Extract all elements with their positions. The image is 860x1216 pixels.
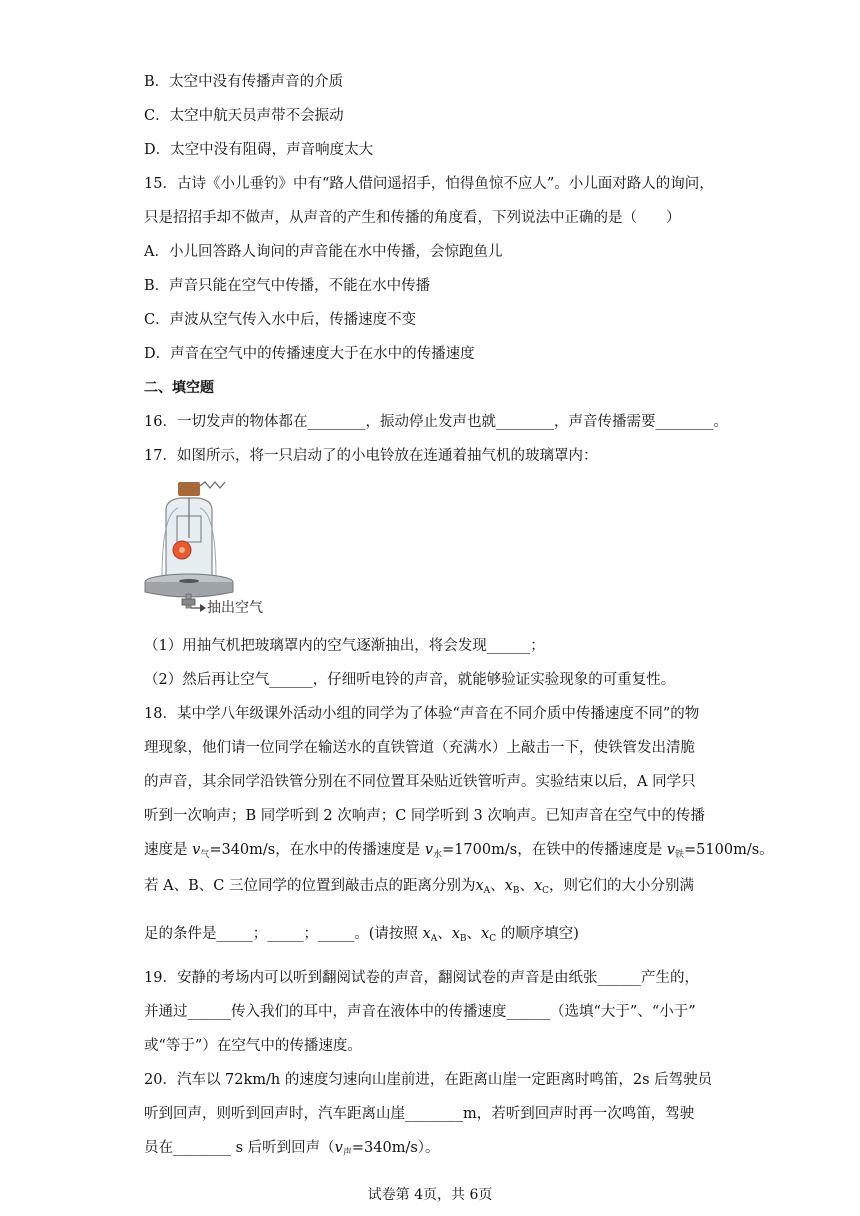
var-x: x — [504, 878, 513, 894]
text: 员在________ s 后听到回声（ — [144, 1140, 335, 1156]
q18-line5 — [144, 840, 774, 865]
q17-stem: 17．如图所示，将一只启动了的小电铃放在连通着抽气机的玻璃罩内： — [144, 448, 598, 464]
text: 若 A、B、C 三位同学的位置到敲击点的距离分别为 — [144, 878, 476, 894]
text: 足的条件是_____；_____；_____。(请按照 — [144, 926, 423, 942]
q18-line7 — [144, 924, 579, 949]
q18-line6 — [144, 876, 694, 901]
sub-sound: 声 — [342, 1148, 352, 1158]
bell-jar-vacuum-figure — [140, 478, 290, 618]
var-x: x — [533, 878, 543, 894]
sep: 、 — [490, 878, 505, 894]
var-x: x — [422, 926, 431, 942]
q15-option-d: D．声音在空气中的传播速度大于在水中的传播速度 — [144, 346, 475, 362]
sub-iron: 铁 — [675, 850, 685, 860]
sub-a: A — [430, 934, 438, 944]
q17-part2: （2）然后再让空气______，仔细听电铃的声音，就能够验证实验现象的可重复性。 — [144, 672, 676, 688]
cork-stopper — [178, 482, 200, 496]
var-v: v — [666, 842, 676, 858]
text: ，则它们的大小分别满 — [549, 878, 695, 894]
q18-line2: 理现象，他们请一位同学在输送水的直铁管道（充满水）上敲击一下，使铁管发出清脆 — [144, 740, 695, 756]
wire-coil — [200, 482, 225, 488]
q20-line1: 20．汽车以 72km/h 的速度匀速向山崖前进，在距离山崖一定距离时鸣笛，2s 后驾驶员 — [144, 1072, 713, 1088]
q18-line3: 的声音，其余同学沿铁管分别在不同位置耳朵贴近铁管听声。实验结束以后，A 同学只 — [144, 774, 696, 790]
arrow-icon — [200, 604, 206, 612]
text: 的顺序填空) — [496, 926, 579, 942]
sub-c: C — [489, 934, 497, 944]
text: =340m/s，在水中的传播速度是 — [209, 842, 425, 858]
sep: 、 — [519, 878, 534, 894]
q16-text: 16．一切发声的物体都在________，振动停止发声也就________，声音传播需要________。 — [144, 414, 728, 430]
q15-option-c: C．声波从空气传入水中后，传播速度不变 — [144, 312, 417, 328]
vent-hole — [179, 579, 199, 583]
q15-stem-line1: 15．古诗《小儿垂钓》中有“路人借问遥招手，怕得鱼惊不应人”。小儿面对路人的询问， — [144, 176, 714, 192]
q15-stem-line2: 只是招招手却不做声，从声音的产生和传播的角度看，下列说法中正确的是（ ） — [144, 210, 681, 226]
q14-option-c: C．太空中航天员声带不会振动 — [144, 108, 344, 124]
q17-part1: （1）用抽气机把玻璃罩内的空气逐渐抽出，将会发现______； — [144, 638, 545, 654]
text: 速度是 — [144, 842, 193, 858]
valve — [182, 599, 195, 605]
var-x: x — [481, 926, 490, 942]
sub-air: 气 — [200, 850, 210, 860]
var-v: v — [192, 842, 201, 858]
q14-option-b: B．太空中没有传播声音的介质 — [144, 74, 344, 90]
sub-c: C — [542, 886, 550, 896]
figure-label-pump-out-air: 抽出空气 — [207, 600, 263, 616]
var-x: x — [451, 926, 460, 942]
q19-line2: 并通过______传入我们的耳中，声音在液体中的传播速度______（选填“大于”、“小于” — [144, 1004, 696, 1020]
text: =1700m/s，在铁中的传播速度是 — [442, 842, 667, 858]
q19-line3: 或“等于”）在空气中的传播速度。 — [144, 1038, 362, 1054]
page-footer: 试卷第 4页，共 6页 — [367, 1187, 493, 1203]
sep: 、 — [466, 926, 482, 942]
var-x: x — [475, 878, 484, 894]
q18-line4: 听到一次响声；B 同学听到 2 次响声；C 同学听到 3 次响声。已知声音在空气中的传播 — [144, 808, 705, 824]
sub-water: 水 — [433, 850, 443, 860]
q20-line2: 听到回声，则听到回声时，汽车距离山崖________m，若听到回声时再一次鸣笛，驾驶 — [144, 1106, 695, 1122]
q15-option-b: B．声音只能在空气中传播，不能在水中传播 — [144, 278, 431, 294]
text: =5100m/s。 — [684, 842, 774, 858]
sub-a: A — [483, 886, 491, 896]
sub-b: B — [459, 934, 467, 944]
sub-b: B — [512, 886, 520, 896]
sep: 、 — [437, 926, 452, 942]
text: =340m/s）。 — [351, 1140, 440, 1156]
q20-line3 — [144, 1138, 440, 1163]
q14-option-d: D．太空中没有阻碍，声音响度太大 — [144, 142, 374, 158]
var-v: v — [334, 1140, 343, 1156]
var-v: v — [424, 842, 434, 858]
q15-option-a: A．小儿回答路人询问的声音能在水中传播，会惊跑鱼儿 — [144, 244, 503, 260]
q19-line1: 19．安静的考场内可以听到翻阅试卷的声音，翻阅试卷的声音是由纸张______产生的， — [144, 970, 699, 986]
q18-line1: 18．某中学八年级课外活动小组的同学为了体验“声音在不同介质中传播速度不同”的物 — [144, 706, 700, 722]
bell-hammer — [179, 547, 185, 553]
section-title-fill-blank: 二、填空题 — [144, 380, 214, 396]
